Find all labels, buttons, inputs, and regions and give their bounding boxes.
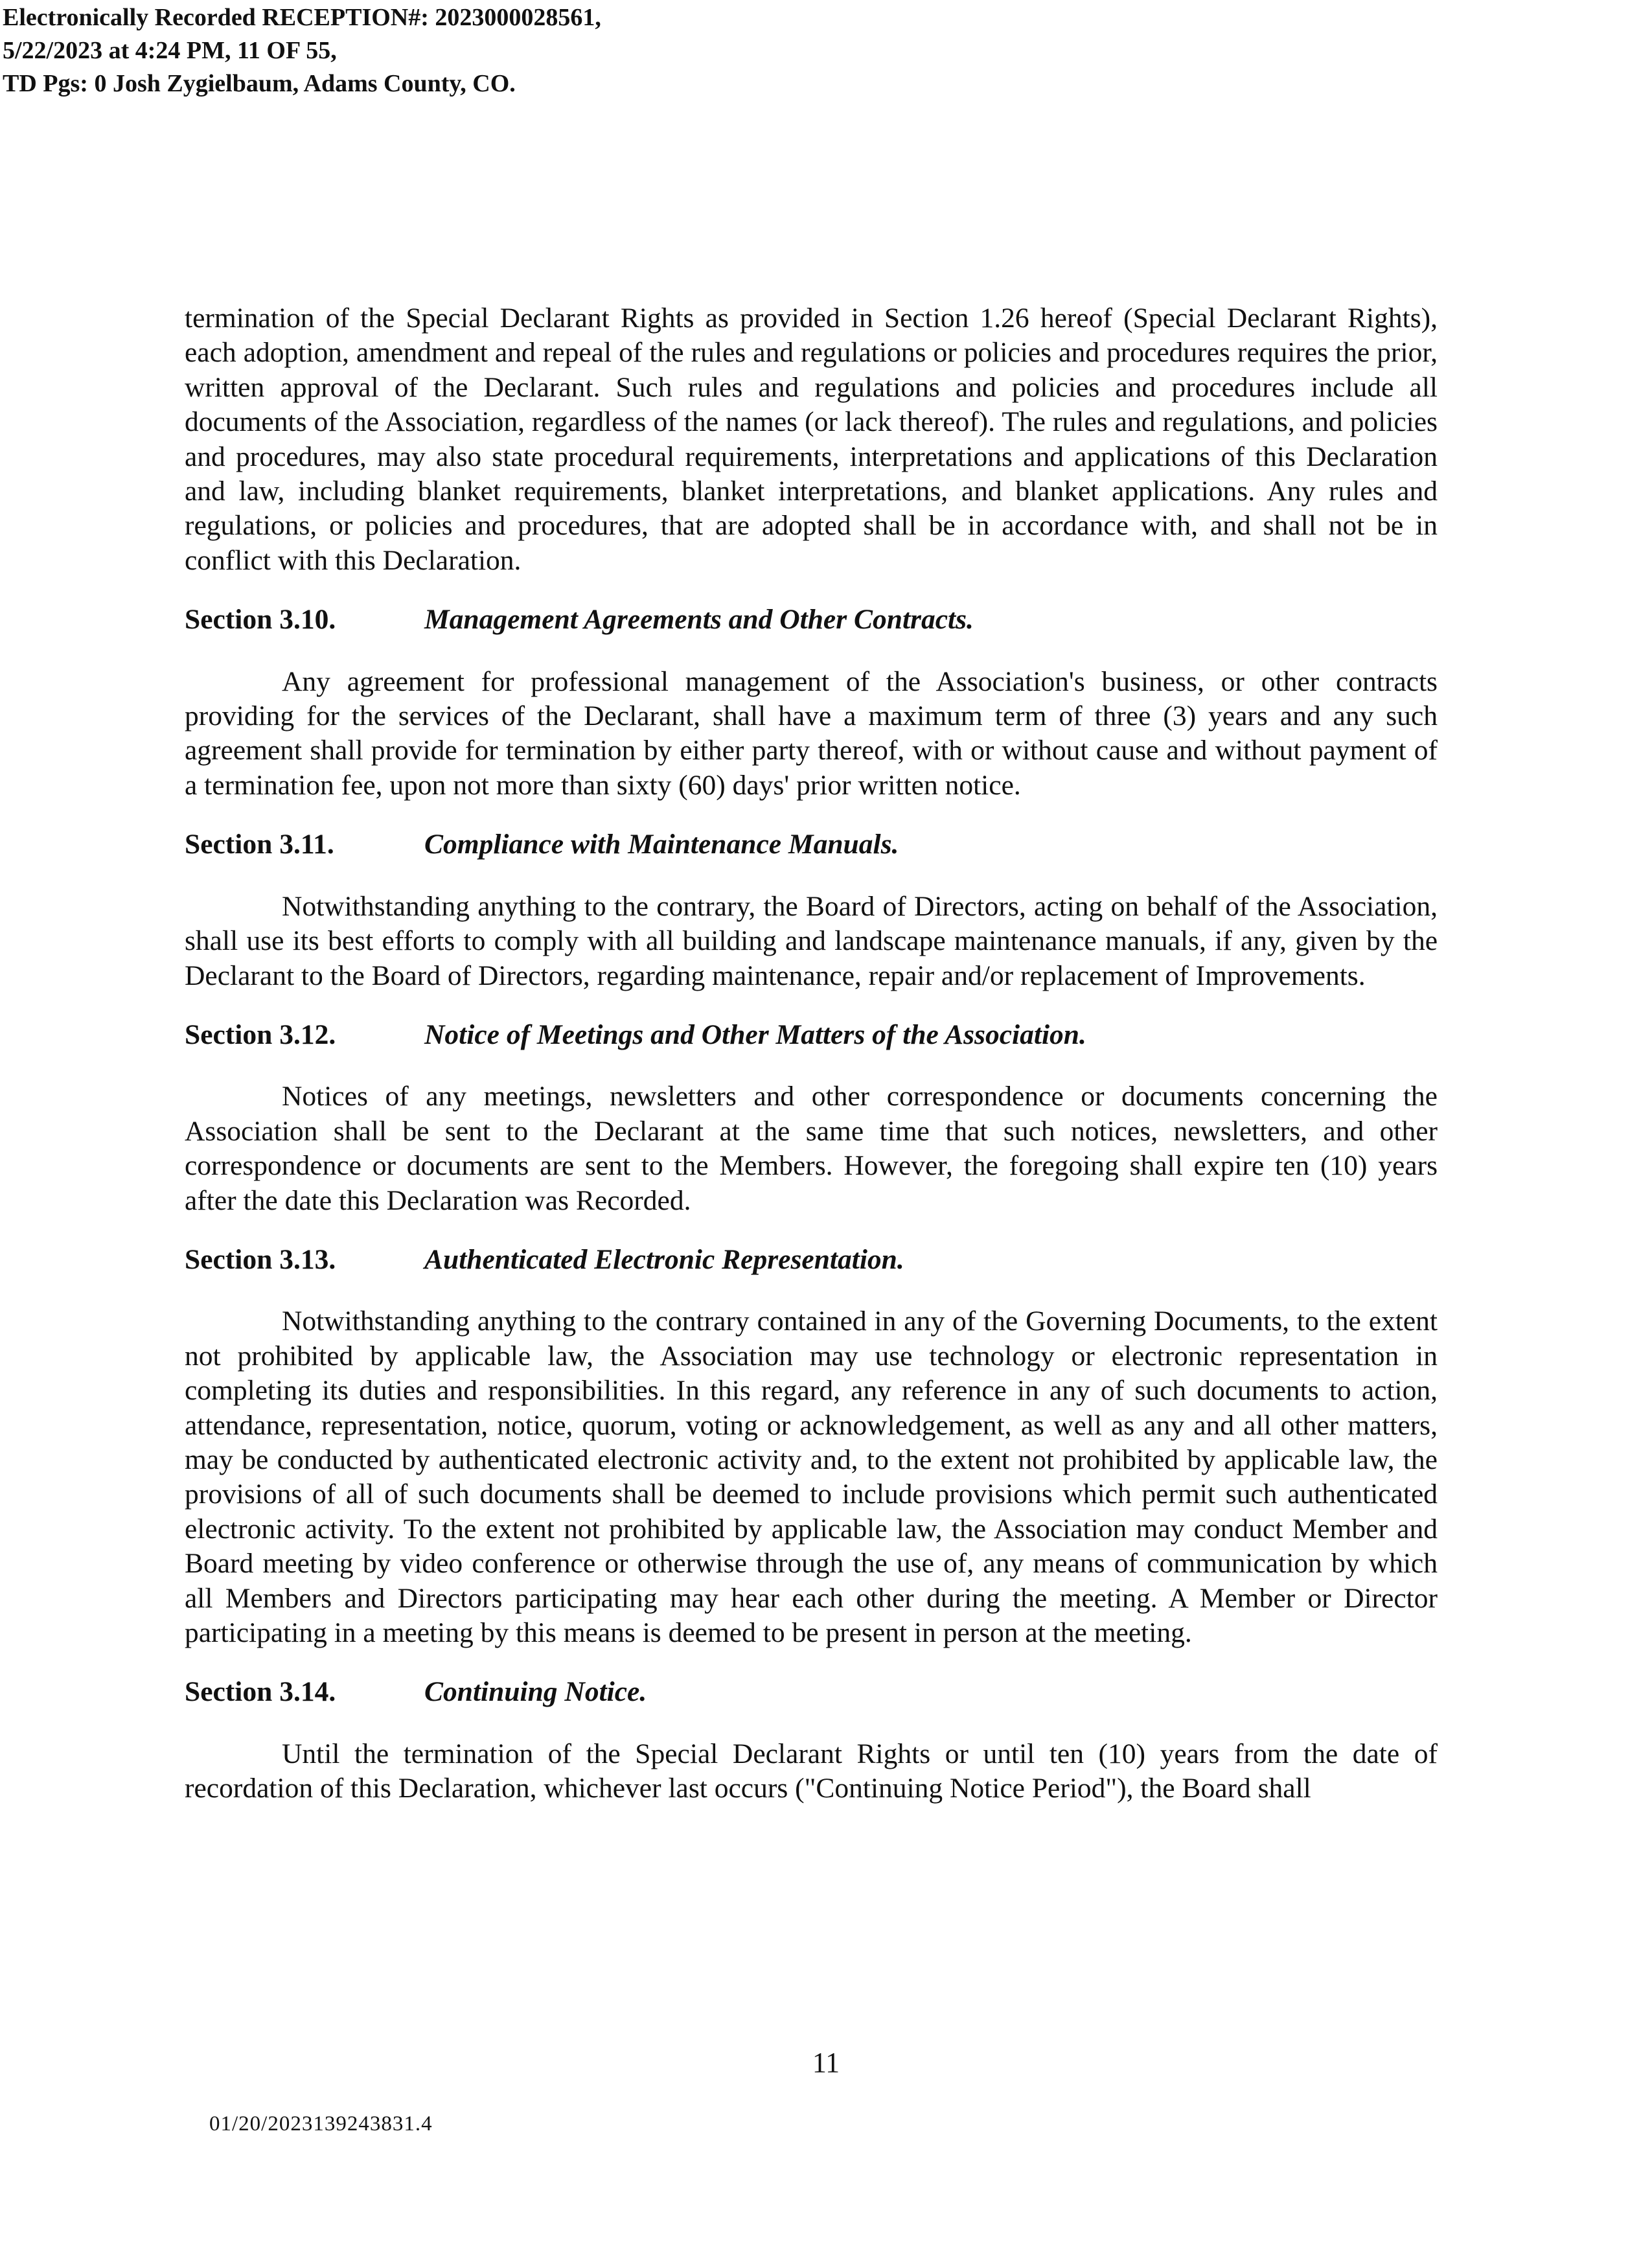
section-heading-3-11 [185, 827, 1438, 862]
section-paragraph-3-10: Any agreement for professional management of the Association's business, or other contracts providing for the services of the Declarant, shall have a maximum term of three (3) years and any such agreement shall provide for termination by either party thereof, with or without cause and without payment of a termination fee, upon not more than sixty (60) days' prior written notice. [185, 665, 1438, 801]
section-title: Compliance with Maintenance Manuals. [424, 829, 899, 860]
recording-stamp-line-3: TD Pgs: 0 Josh Zygielbaum, Adams County, CO. [3, 70, 516, 97]
recording-stamp [3, 1, 601, 100]
document-id: 01/20/2023139243831.4 [209, 2112, 433, 2136]
section-title: Notice of Meetings and Other Matters of the Association. [424, 1019, 1086, 1050]
section-number: Section 3.12. [185, 1019, 336, 1050]
section-title: Continuing Notice. [424, 1676, 647, 1708]
page-number: 11 [812, 2047, 840, 2078]
continuation-paragraph: termination of the Special Declarant Rights as provided in Section 1.26 hereof (Special Declarant Rights), each adoption, amendment and repeal of the rules and regulations or policies and procedures requires the prior, written approval of the Declarant. Such rules and regulations and policies and procedures include all documents of the Association, regardless of the names (or lack thereof). The rules and regulations, and policies and procedures, may also state procedural requirements, interpretations and applications of this Declaration and law, including blanket requirements, blanket interpretations, and blanket applications. Any rules and regulations, or policies and procedures, that are adopted shall be in accordance with, and shall not be in conflict with this Declaration. [185, 303, 1438, 576]
recording-stamp-line-1: Electronically Recorded RECEPTION#: 2023000028561, [3, 4, 601, 31]
section-paragraph-3-12: Notices of any meetings, newsletters and other correspondence or documents concerning the Association shall be sent to the Declarant at the same time that such notices, newsletters, and other correspondence or documents are sent to the Members. However, the foregoing shall expire ten (10) years after the date this Declaration was Recorded. [185, 1081, 1438, 1216]
section-number: Section 3.11. [185, 829, 334, 860]
section-paragraph-3-11: Notwithstanding anything to the contrary, the Board of Directors, acting on behalf of the Association, shall use its best efforts to comply with all building and landscape maintenance manuals, if any, given by the Declarant to the Board of Directors, regarding maintenance, repair and/or replacement of Improvements. [185, 890, 1438, 991]
section-title: Authenticated Electronic Representation. [424, 1243, 904, 1275]
section-heading-3-13 [185, 1243, 1438, 1277]
section-number: Section 3.13. [185, 1243, 336, 1275]
section-heading-3-12 [185, 1018, 1438, 1052]
section-heading-3-10 [185, 603, 1438, 637]
section-number: Section 3.10. [185, 604, 336, 636]
section-number: Section 3.14. [185, 1676, 336, 1708]
section-title: Management Agreements and Other Contracts. [424, 604, 974, 636]
section-paragraph-3-14: Until the termination of the Special Declarant Rights or until ten (10) years from the date of recordation of this Declaration, whichever last occurs ("Continuing Notice Period"), the Board shall [185, 1738, 1438, 1804]
document-body [185, 301, 1438, 1831]
section-heading-3-14 [185, 1675, 1438, 1709]
section-paragraph-3-13: Notwithstanding anything to the contrary contained in any of the Governing Documents, to the extent not prohibited by applicable law, the Association may use technology or electronic representation in completing its duties and responsibilities. In this regard, any reference in any of such documents to action, attendance, representation, notice, quorum, voting or acknowledgement, as well as any and all other matters, may be conducted by authenticated electronic activity and, to the extent not prohibited by applicable law, the provisions of all of such documents shall be deemed to include provisions which permit such authenticated electronic activity. To the extent not prohibited by applicable law, the Association may conduct Member and Board meeting by video conference or otherwise through the use of, any means of communication by which all Members and Directors participating may hear each other during the meeting. A Member or Director participating in a meeting by this means is deemed to be present in person at the meeting. [185, 1306, 1438, 1648]
recording-stamp-line-2: 5/22/2023 at 4:24 PM, 11 OF 55, [3, 37, 337, 64]
